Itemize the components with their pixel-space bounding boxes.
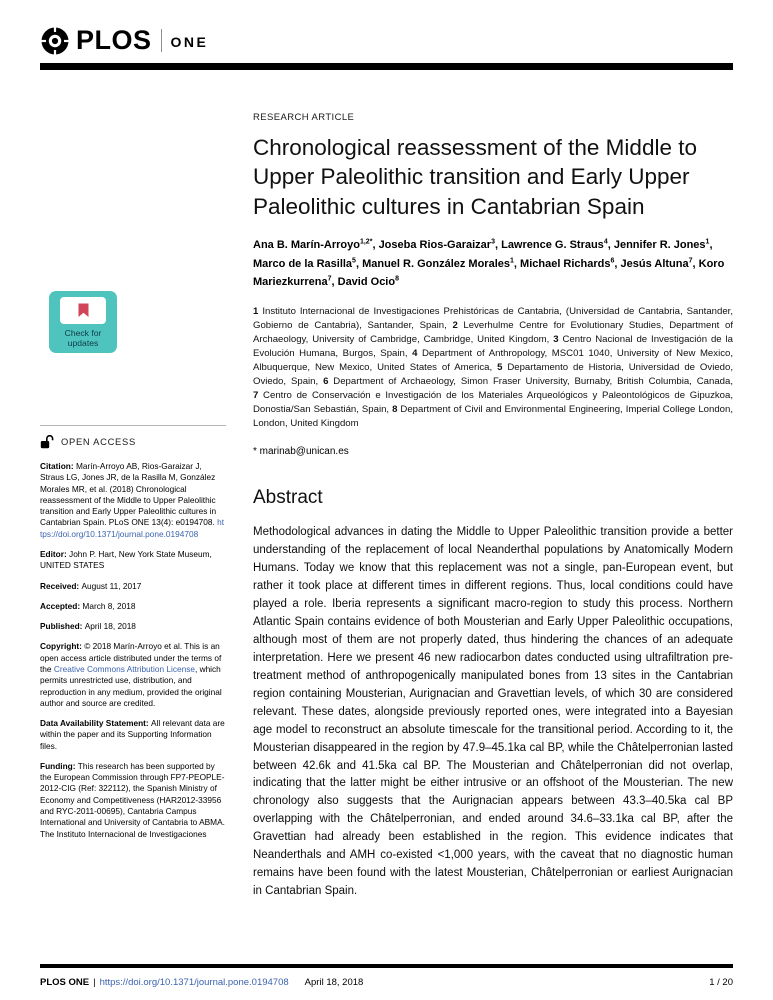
footer-doi-link[interactable]: https://doi.org/10.1371/journal.pone.0194708 [99, 977, 289, 988]
page-number: 1 / 20 [709, 977, 733, 988]
sidebar-entry: Data Availability Statement: All relevant data are within the paper and its Supporting Information files. [40, 718, 225, 751]
article-main-column [253, 70, 733, 964]
author: Joseba Rios-Garaizar$^3$, [378, 238, 502, 252]
open-access-block [40, 425, 226, 449]
page-body [40, 70, 733, 964]
plos-logo-icon [40, 26, 70, 56]
sidebar-entry: Accepted: March 8, 2018 [40, 600, 136, 611]
sidebar-entries [40, 461, 226, 840]
sidebar-entry: Copyright: © 2018 Marín-Arroyo et al. This is an open access article distributed under the terms of the Creative Commons Attribution License, which permits unrestricted use, distribution, and reproduction in any medium, provided the original author and source are credited. [40, 641, 222, 708]
abstract-heading: Abstract [253, 487, 323, 509]
footer-journal-name: PLOS ONE [40, 977, 90, 988]
sidebar-entry: Received: August 11, 2017 [40, 580, 142, 591]
author: Ana B. Marín-Arroyo$^{1,2*}$, [253, 238, 379, 252]
affiliation-list: 1 Instituto Internacional de Investigaciones Prehistóricas de Cantabria, (Universidad de Cantabria, Santander, Gobierno de Cantabria), Santander, Spain, 2 Leverhulme Centre for Evolutionary Studies, Department of Archaeology, University of Cambridge, Cambridge, United Kingdom, 3 Centro Nacional de Investigación de la Evolución Humana, Burgos, Spain, 4 Department of Anthropology, MSC01 1040, University of New Mexico, Albuquerque, New Mexico, United States of America, 5 Departamento de Historia, Universidad de Oviedo, Oviedo, Spain, 6 Department of Archaeology, Simon Fraser University, Burnaby, British Columbia, Canada, 7 Centro de Conservación e Investigación de los Materiales Arqueológicos y Paleontológicos de Gipuzkoa, Donostia/San Sebastián, Spain, 8 Department of Civil and Environmental Engineering, Imperial College London, London, United Kingdom [253, 305, 733, 430]
author: Jennifer R. Jones$^1$, [613, 238, 713, 252]
author-list [253, 237, 733, 292]
abstract-text: Methodological advances in dating the Middle to Upper Paleolithic transition provide a better understanding of the replacement of local Neanderthal populations by Anatomically Modern Humans. Today we know that this replacement was not a single, pan-European event, but rather it took place at different times in different regions. Thus, local conditions could have played a role. Iberia represents a significant macro-region to study this process. Northern Atlantic Spain contains evidence of both Mousterian and Early Upper Paleolithic occupations, although most of them are not properly dated, thus hindering the chances of an adequate interpretation. Here we present 46 new radiocarbon dates conducted using ultrafiltration pre-treatment method of anthropogenically manipulated bones from 13 sites in the Cantabrian region containing Mousterian, Aurignacian and Gravettian levels, of which 30 are considered relevant. These dates, alongside previously reported ones, were integrated into a Bayesian age model to reconstruct an absolute timescale for the transitional period. According to it, the Mousterian disappeared in the region by 47.9–45.1ka cal BP, while the Châtelperronian lasted between 42.6k and 41.5ka cal BP. The Mousterian and Châtelperronian did not overlap, indicating that the latter might be either intrusive or an offshoot of the Mousterian. The new chronology also suggests that the Aurignacian appears between 43.3–40.5ka cal BP overlapping with the Châtelperronian, and ended around 34.6–33.1ka cal BP, after the Gravettian had already been established in the region. This evidence indicates that Neanderthals and AMH co-existed <1,000 years, with the caveat that no diagnostic human remains have been found with the latest Mousterian, Châtelperronian or earliest Aurignacian in Cantabrian Spain. [253, 526, 733, 898]
sidebar-entry: Published: April 18, 2018 [40, 621, 136, 632]
logo-plos-text: PLOS [76, 25, 152, 55]
sidebar-link[interactable]: https://doi.org/10.1371/journal.pone.0194708 [40, 517, 225, 539]
footer-separator: | [93, 977, 96, 988]
author: Koro Mariezkurrena$^7$, [253, 257, 725, 288]
header-rule [40, 63, 733, 70]
sidebar-entry: Funding: This research has been supported by the European Commission through FP7-PEOPLE-2012-CIG (Ref: 322112), the Spanish Ministry of Economy and Competitiveness (HAR2012-33956 and RYC-2011-00695), Cantabria Campus International and University of Cantabria to ABMA. The Instituto Internacional de Investigaciones [40, 760, 225, 839]
article-type-kicker: RESEARCH ARTICLE [253, 112, 355, 123]
corresponding-author-email: * marinab@unican.es [253, 446, 349, 458]
article-metadata-sidebar [40, 70, 226, 964]
author: Lawrence G. Straus$^4$, [501, 238, 614, 252]
author: Jesús Altuna$^7$, [620, 257, 699, 270]
plos-one-logo [40, 25, 733, 56]
open-access-label: OPEN ACCESS [61, 435, 136, 447]
bookmark-icon [78, 303, 89, 318]
sidebar-entry: Editor: John P. Hart, New York State Museum, UNITED STATES [40, 548, 212, 571]
author: Manuel R. González Morales$^1$, [362, 257, 521, 270]
sidebar-link[interactable]: Creative Commons Attribution License [53, 663, 195, 674]
logo-divider [161, 29, 162, 52]
footer-citation [40, 977, 363, 988]
journal-header [40, 0, 733, 70]
sidebar-entry: Citation: Marín-Arroyo AB, Rios-Garaizar J, Straus LG, Jones JR, de la Rasilla M, González Morales MR, et al. (2018) Chronological reassessment of the Middle to Upper Paleolithic transition and Early Upper Paleolithic cultures in Cantabrian Spain. PLoS ONE 13(4): e0194708. https://doi.org/10.1371/journal.pone.0194708 [40, 461, 225, 539]
logo-one-text: ONE [170, 33, 209, 50]
check-for-updates-label: Check for updates [64, 328, 102, 349]
crossmark-logo-panel [60, 297, 106, 324]
footer-date: April 18, 2018 [304, 977, 364, 988]
article-title: Chronological reassessment of the Middle to Upper Paleolithic transition and Early Upper Paleolithic cultures in Cantabrian Spain [253, 135, 697, 219]
author: David Ocio$^8$ [337, 275, 399, 288]
author: Marco de la Rasilla$^5$, [253, 257, 363, 270]
check-for-updates-badge[interactable] [49, 291, 117, 353]
open-lock-icon [40, 435, 54, 449]
page-footer [40, 964, 733, 1000]
author: Michael Richards$^6$, [520, 257, 621, 270]
